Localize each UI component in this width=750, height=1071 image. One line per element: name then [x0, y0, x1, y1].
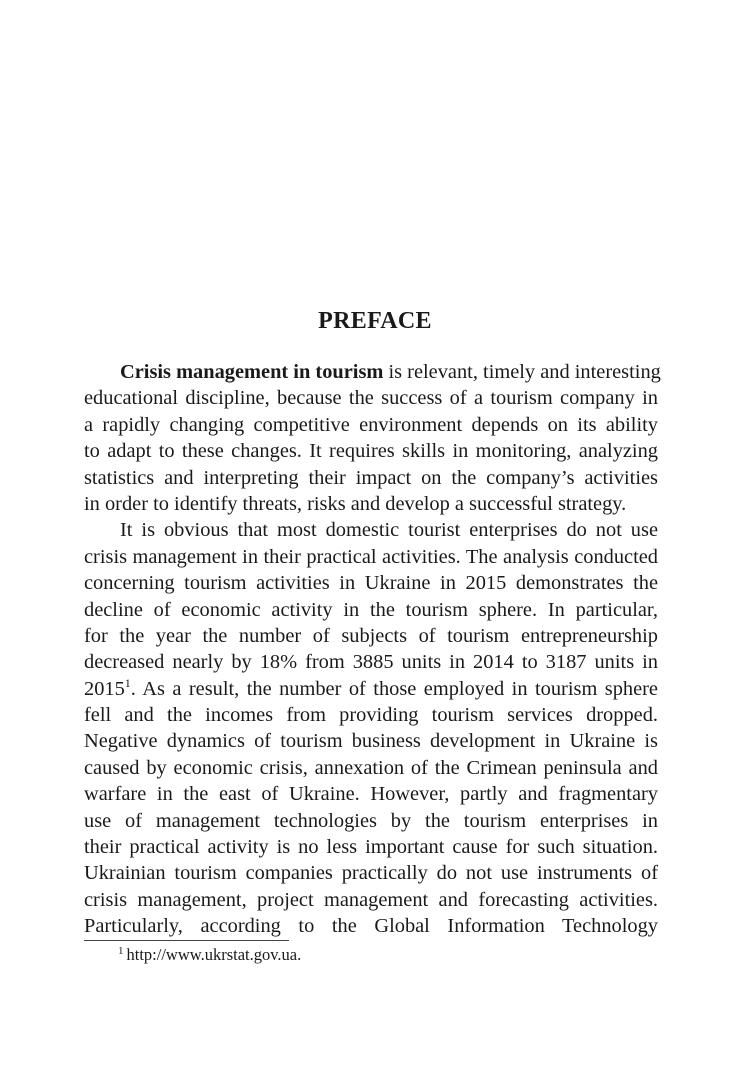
paragraph-line: fell and the incomes from providing tourism services dropped. [84, 704, 658, 727]
bold-term: Crisis management in tourism [120, 361, 384, 383]
paragraph-line [84, 359, 661, 385]
footnote-divider [84, 940, 289, 941]
paragraph-line: Ukrainian tourism companies practically do not use instruments of [84, 862, 658, 885]
paragraph-line: to adapt to these changes. It requires skills in monitoring, analyzing [84, 440, 658, 463]
paragraph-line: in order to identify threats, risks and develop a successful strategy. [84, 492, 627, 515]
body-text [84, 359, 661, 940]
paragraph-line: decreased nearly by 18% from 3885 units in 2014 to 3187 units in [84, 651, 658, 674]
paragraph-line: caused by economic crisis, annexation of the Crimean peninsula and [84, 756, 658, 779]
line-text: is relevant, timely and interesting [383, 361, 661, 383]
footnote [118, 944, 301, 966]
page-title: PREFACE [318, 308, 432, 334]
paragraph-line: a rapidly changing competitive environment depends on its ability [84, 413, 658, 436]
paragraph-line: Particularly, according to the Global Information Technology [84, 915, 658, 938]
footnote-mark: 1 [118, 944, 124, 957]
paragraph-line: crisis management, project management and forecasting activities. [84, 888, 658, 911]
paragraph-line: Negative dynamics of tourism business development in Ukraine is [84, 730, 658, 753]
paragraph-line: concerning tourism activities in Ukraine in 2015 demonstrates the [84, 572, 658, 595]
paragraph-line: for the year the number of subjects of tourism entrepreneurship [84, 624, 658, 647]
paragraph-line: educational discipline, because the success of a tourism company in [84, 387, 658, 410]
paragraph-line: decline of economic activity in the tourism sphere. In particular, [84, 598, 658, 621]
line-text: 2015 [84, 677, 125, 700]
paragraph-line: It is obvious that most domestic tourist enterprises do not use [120, 519, 658, 542]
paragraph-line: their practical activity is no less important cause for such situation. [84, 836, 658, 859]
line-text: . As a result, the number of those employed in tourism sphere [130, 677, 658, 700]
footnote-reference[interactable]: 1 [124, 675, 131, 690]
paragraph-line: use of management technologies by the tourism enterprises in [84, 809, 658, 832]
paragraph-line: warfare in the east of Ukraine. However, partly and fragmentary [84, 783, 658, 806]
footnote-link[interactable]: http://www.ukrstat.gov.ua. [126, 945, 302, 964]
paragraph-line: statistics and interpreting their impact on the company’s activities [84, 466, 658, 489]
paragraph-line [84, 676, 658, 702]
paragraph-line: crisis management in their practical activities. The analysis conducted [84, 545, 658, 568]
